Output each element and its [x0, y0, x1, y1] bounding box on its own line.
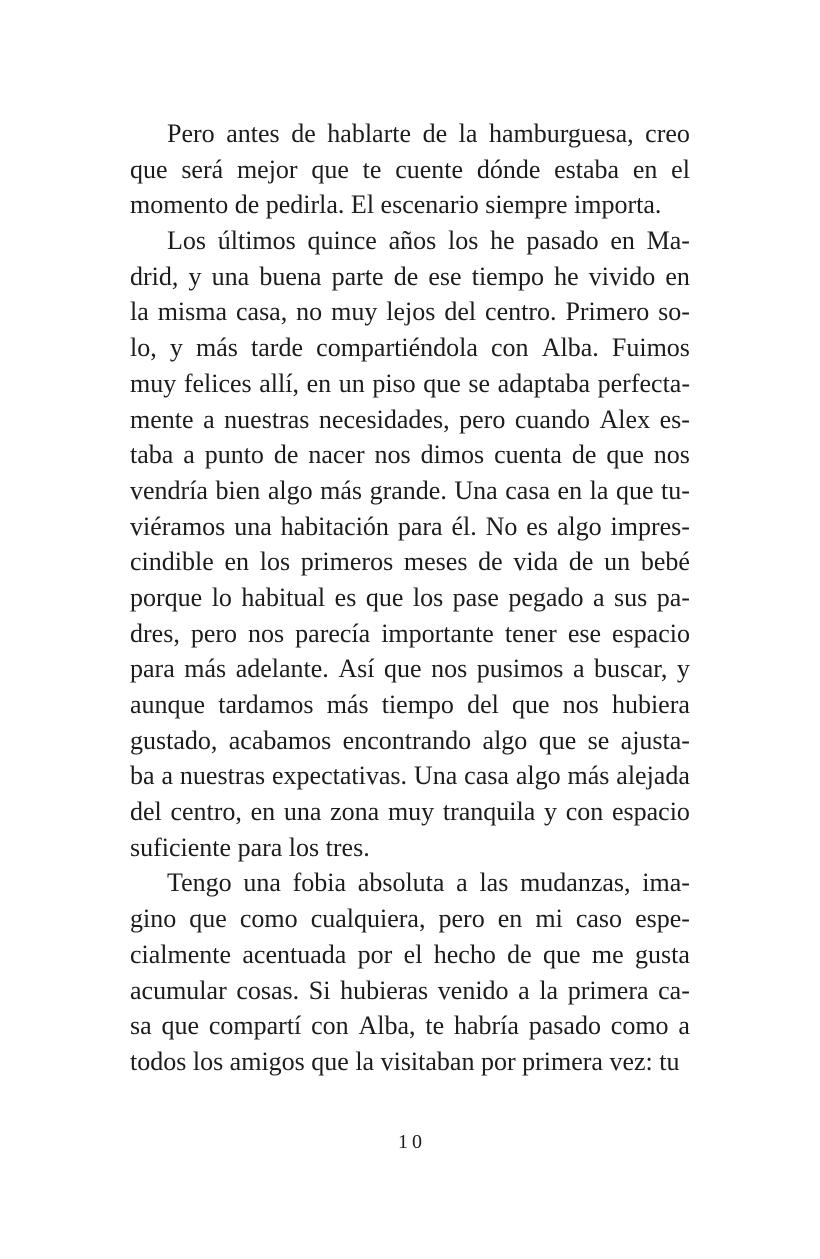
text-line: aunque tardamos más tiempo del que nos hubiera: [130, 690, 690, 719]
text-line: gustado, acabamos encontrando algo que se ajusta-: [130, 725, 690, 755]
text-line: sa que compartí con Alba, te habría pasado como a: [130, 1011, 690, 1041]
text-line: Pero antes de hablarte de la hamburguesa, creo: [167, 119, 690, 148]
paragraph: [130, 223, 690, 865]
text-line: acumular cosas. Si hubieras venido a la primera ca-: [130, 975, 690, 1005]
text-line: momento de pedirla. El escenario siempre importa.: [130, 190, 662, 220]
text-line: muy felices allí, en un piso que se adaptaba perfecta-: [130, 368, 690, 398]
text-line: cindible en los primeros meses de vida de un bebé: [130, 547, 690, 577]
text-line: la misma casa, no muy lejos del centro. Primero so-: [130, 297, 690, 327]
text-line: ba a nuestras expectativas. Una casa algo más alejada: [130, 761, 690, 791]
text-line: gino que como cualquiera, pero en mi caso espe-: [130, 904, 690, 934]
text-line: mente a nuestras necesidades, pero cuando Alex es-: [130, 404, 690, 434]
text-line: del centro, en una zona muy tranquila y con espacio: [130, 797, 690, 827]
text-line: suficiente para los tres.: [130, 832, 370, 862]
text-line: vendría bien algo más grande. Una casa en la que tu-: [130, 475, 690, 505]
text-block: [130, 116, 690, 1080]
text-line: dres, pero nos parecía importante tener ese espacio: [130, 618, 690, 648]
text-line: cialmente acentuada por el hecho de que me gusta: [130, 939, 690, 969]
text-line: Tengo una fobia absoluta a las mudanzas, ima-: [167, 868, 690, 898]
text-line: para más adelante. Así que nos pusimos a buscar, y: [130, 654, 690, 684]
text-line: porque lo habitual es que los pase pegado a sus pa-: [130, 582, 690, 612]
page-number: 10: [398, 1131, 426, 1153]
text-line: lo, y más tarde compartiéndola con Alba. Fuimos: [130, 333, 690, 363]
text-line: todos los amigos que la visitaban por primera vez: tu: [130, 1046, 680, 1076]
text-line: que será mejor que te cuente dónde estaba en el: [130, 154, 690, 184]
text-line: taba a punto de nacer nos dimos cuenta de que nos: [130, 440, 690, 470]
text-line: Los últimos quince años los he pasado en Ma-: [167, 226, 690, 256]
paragraph: [130, 116, 690, 223]
paragraph: [130, 865, 690, 1079]
text-line: viéramos una habitación para él. No es algo impres-: [130, 511, 690, 541]
text-line: drid, y una buena parte de ese tiempo he vivido en: [130, 261, 690, 291]
